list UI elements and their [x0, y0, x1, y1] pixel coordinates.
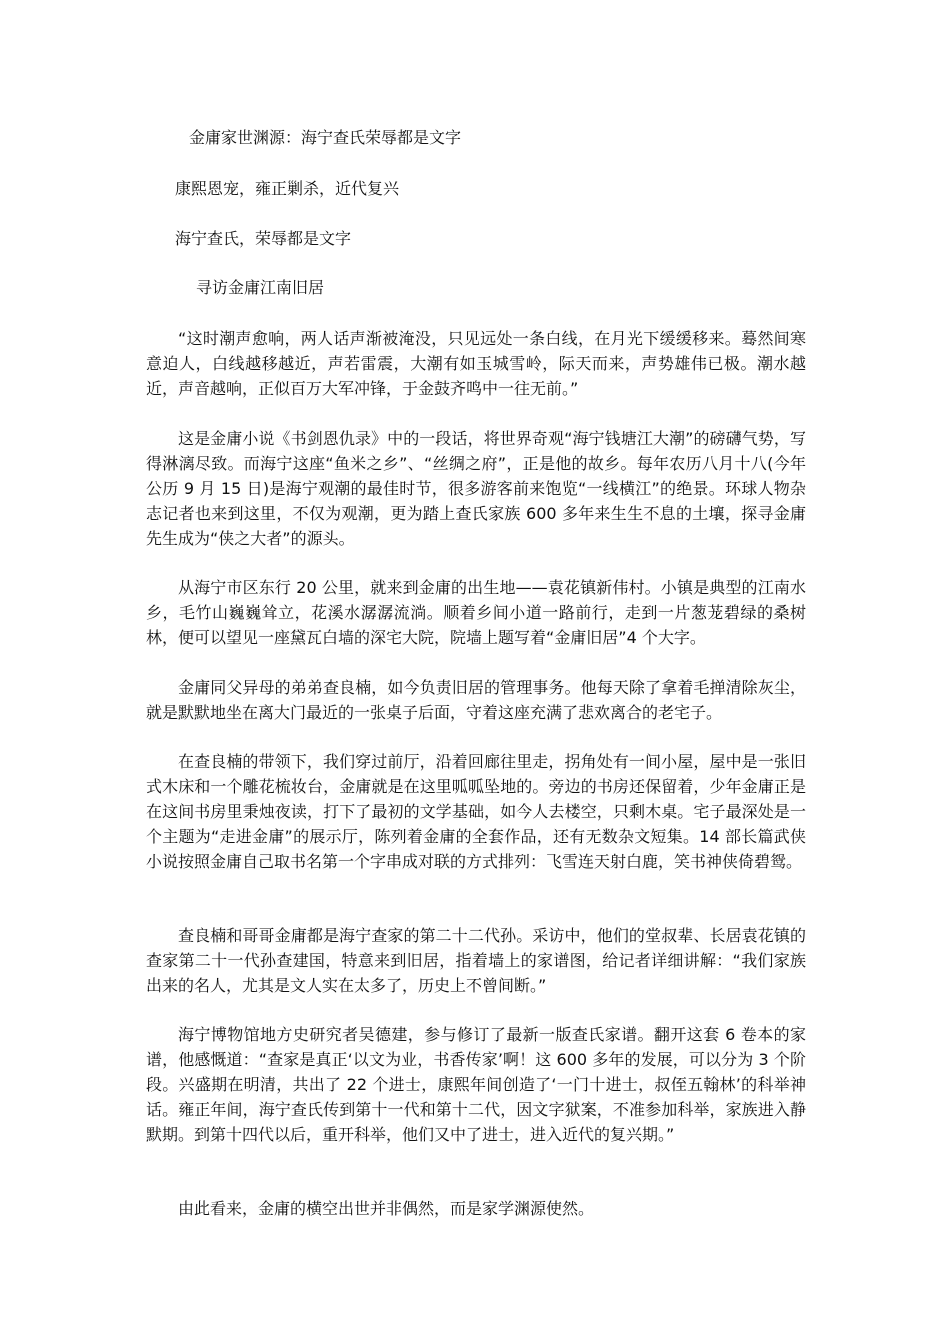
paragraph-7: 海宁博物馆地方史研究者吴德建，参与修订了最新一版查氏家谱。翻开这套 6 卷本的家谱，他感慨道：“查家是真正‘以文为业，书香传家’啊！这 600 多年的发展，可以分为 3 个阶段。兴盛期在明清，共出了 22 个进士，康熙年间创造了‘一门十进士，叔侄五翰林’的科举神话。雍正年间，海宁查氏传到第十一代和第十二代，因文字狱案，不准参加科举，家族进入静默期。到第十四代以后，重开科举，他们又中了进士，进入近代的复兴期。”	[146, 1025, 806, 1144]
section-heading: 寻访金庸江南旧居	[196, 278, 325, 297]
subtitle-1: 康熙恩宠，雍正剿杀，近代复兴	[175, 179, 400, 198]
paragraph-quote: “这时潮声愈响，两人话声渐被淹没，只见远处一条白线，在月光下缓缓移来。蓦然间寒意迫人，白线越移越近，声若雷震，大潮有如玉城雪岭，际天而来，声势雄伟已极。潮水越近，声音越响，正似百万大军冲锋，于金鼓齐鸣中一往无前。”	[146, 329, 806, 398]
document-title: 金庸家世渊源：海宁查氏荣辱都是文字	[189, 128, 462, 147]
paragraph-6: 查良楠和哥哥金庸都是海宁查家的第二十二代孙。采访中，他们的堂叔辈、长居袁花镇的查家第二十一代孙查建国，特意来到旧居，指着墙上的家谱图，给记者详细讲解：“我们家族出来的名人，尤其是文人实在太多了，历史上不曾间断。”	[146, 926, 806, 995]
paragraph-3: 从海宁市区东行 20 公里，就来到金庸的出生地——袁花镇新伟村。小镇是典型的江南水乡，毛竹山巍巍耸立，花溪水潺潺流淌。顺着乡间小道一路前行，走到一片葱茏碧绿的桑树林，便可以望见一座黛瓦白墙的深宅大院，院墙上题写着“金庸旧居”4 个大字。	[146, 578, 806, 647]
paragraph-4: 金庸同父异母的弟弟查良楠，如今负责旧居的管理事务。他每天除了拿着毛掸清除灰尘，就是默默地坐在离大门最近的一张桌子后面，守着这座充满了悲欢离合的老宅子。	[146, 678, 806, 722]
paragraph-8: 由此看来，金庸的横空出世并非偶然，而是家学渊源使然。	[178, 1199, 595, 1218]
paragraph-2: 这是金庸小说《书剑恩仇录》中的一段话，将世界奇观“海宁钱塘江大潮”的磅礴气势，写得淋漓尽致。而海宁这座“鱼米之乡”、“丝绸之府”，正是他的故乡。每年农历八月十八(今年公历 9 月 15 日)是海宁观潮的最佳时节，很多游客前来饱览“一线横江”的绝景。环球人物杂志记者也来到这里，不仅为观潮，更为踏上查氏家族 600 多年来生生不息的土壤，探寻金庸先生成为“侠之大者”的源头。	[146, 429, 806, 548]
subtitle-2: 海宁查氏，荣辱都是文字	[175, 229, 352, 248]
paragraph-5: 在查良楠的带领下，我们穿过前厅，沿着回廊往里走，拐角处有一间小屋，屋中是一张旧式木床和一个雕花梳妆台，金庸就是在这里呱呱坠地的。旁边的书房还保留着，少年金庸正是在这间书房里秉烛夜读，打下了最初的文学基础，如今人去楼空，只剩木桌。宅子最深处是一个主题为“走进金庸”的展示厅，陈列着金庸的全套作品，还有无数杂文短集。14 部长篇武侠小说按照金庸自己取书名第一个字串成对联的方式排列：飞雪连天射白鹿，笑书神侠倚碧鸳。	[146, 752, 806, 871]
